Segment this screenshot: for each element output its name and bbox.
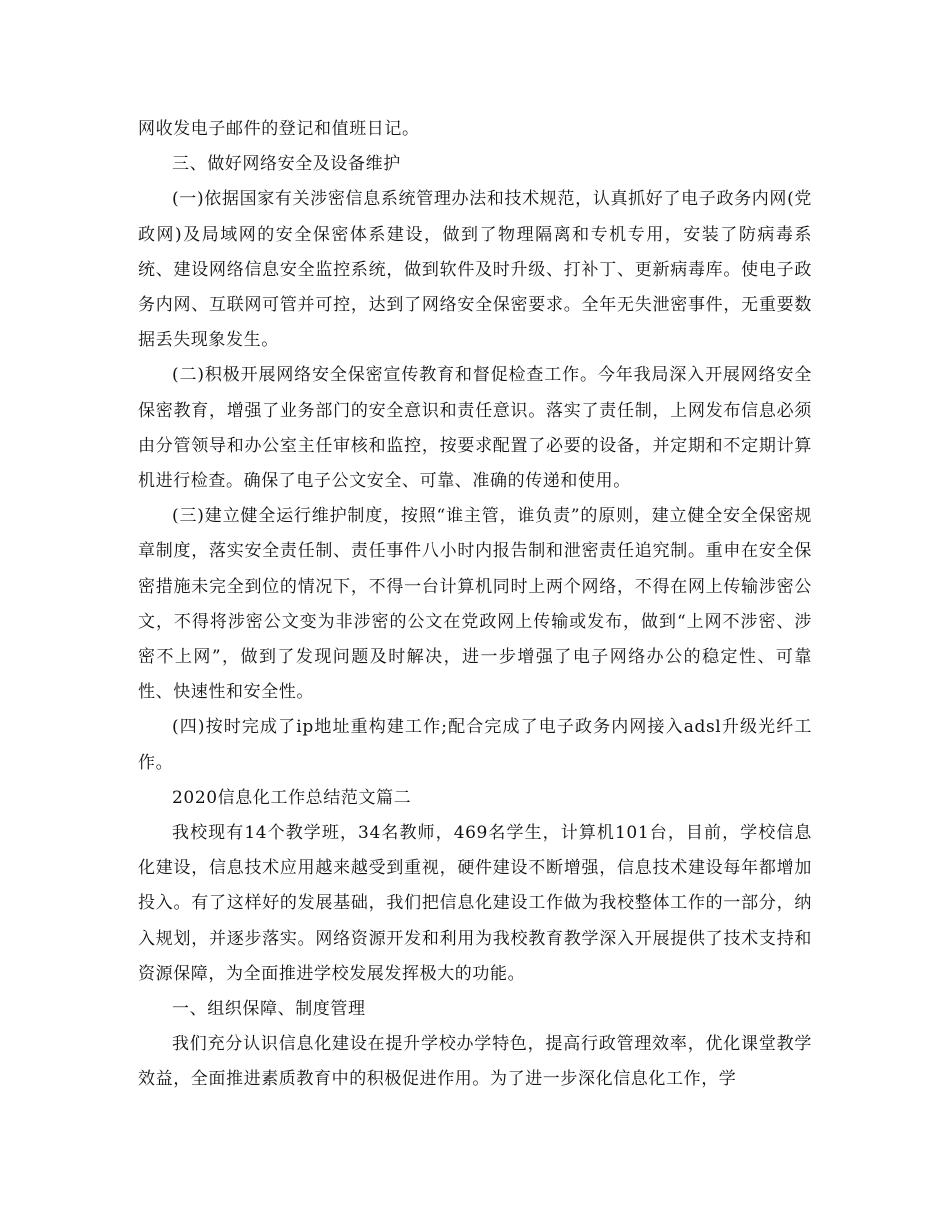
section-heading-organization: 一、组织保障、制度管理: [172, 999, 366, 1020]
section-heading-network-security: 三、做好网络安全及设备维护: [172, 154, 401, 175]
paragraph-organization: 我们充分认识信息化建设在提升学校办学特色，提高行政管理效率，优化课堂教学效益，全面推进素质教育中的积极促进作用。为了进一步深化信息化工作，学: [138, 1034, 812, 1090]
document-page: [138, 112, 812, 1098]
paragraph-item-2: (二)积极开展网络安全保密宣传教育和督促检查工作。今年我局深入开展网络安全保密教育，增强了业务部门的安全意识和责任意识。落实了责任制，上网发布信息必须由分管领导和办公室主任审核和监控，按要求配置了必要的设备，并定期和不定期计算机进行检查。确保了电子公文安全、可靠、准确的传递和使用。: [138, 365, 812, 492]
paragraph-item-4: (四)按时完成了ip地址重构建工作;配合完成了电子政务内网接入adsl升级光纤工作。: [138, 717, 812, 773]
article-title-part-two: 2020信息化工作总结范文篇二: [172, 787, 412, 808]
paragraph-continuation: 网收发电子邮件的登记和值班日记。: [138, 119, 420, 139]
paragraph-item-1: (一)依据国家有关涉密信息系统管理办法和技术规范，认真抓好了电子政务内网(党政网)及局域网的安全保密体系建设，做到了物理隔离和专机专用，安装了防病毒系统、建设网络信息安全监控系统，做到软件及时升级、打补丁、更新病毒库。使电子政务内网、互联网可管并可控，达到了网络安全保密要求。全年无失泄密事件，无重要数据丢失现象发生。: [138, 189, 812, 351]
paragraph-item-3: (三)建立健全运行维护制度，按照“谁主管，谁负责”的原则，建立健全安全保密规章制度，落实安全责任制、责任事件八小时内报告制和泄密责任追究制。重申在安全保密措施未完全到位的情况下，不得一台计算机同时上两个网络，不得在网上传输涉密公文，不得将涉密公文变为非涉密的公文在党政网上传输或发布，做到“上网不涉密、涉密不上网”，做到了发现问题及时解决，进一步增强了电子网络办公的稳定性、可靠性、快速性和安全性。: [138, 506, 812, 703]
paragraph-school-overview: 我校现有14个教学班，34名教师，469名学生，计算机101台，目前，学校信息化建设，信息技术应用越来越受到重视，硬件建设不断增强，信息技术建设每年都增加投入。有了这样好的发展基础，我们把信息化建设工作做为我校整体工作的一部分，纳入规划，并逐步落实。网络资源开发和利用为我校教育教学深入开展提供了技术支持和资源保障，为全面推进学校发展发挥极大的功能。: [138, 823, 812, 984]
